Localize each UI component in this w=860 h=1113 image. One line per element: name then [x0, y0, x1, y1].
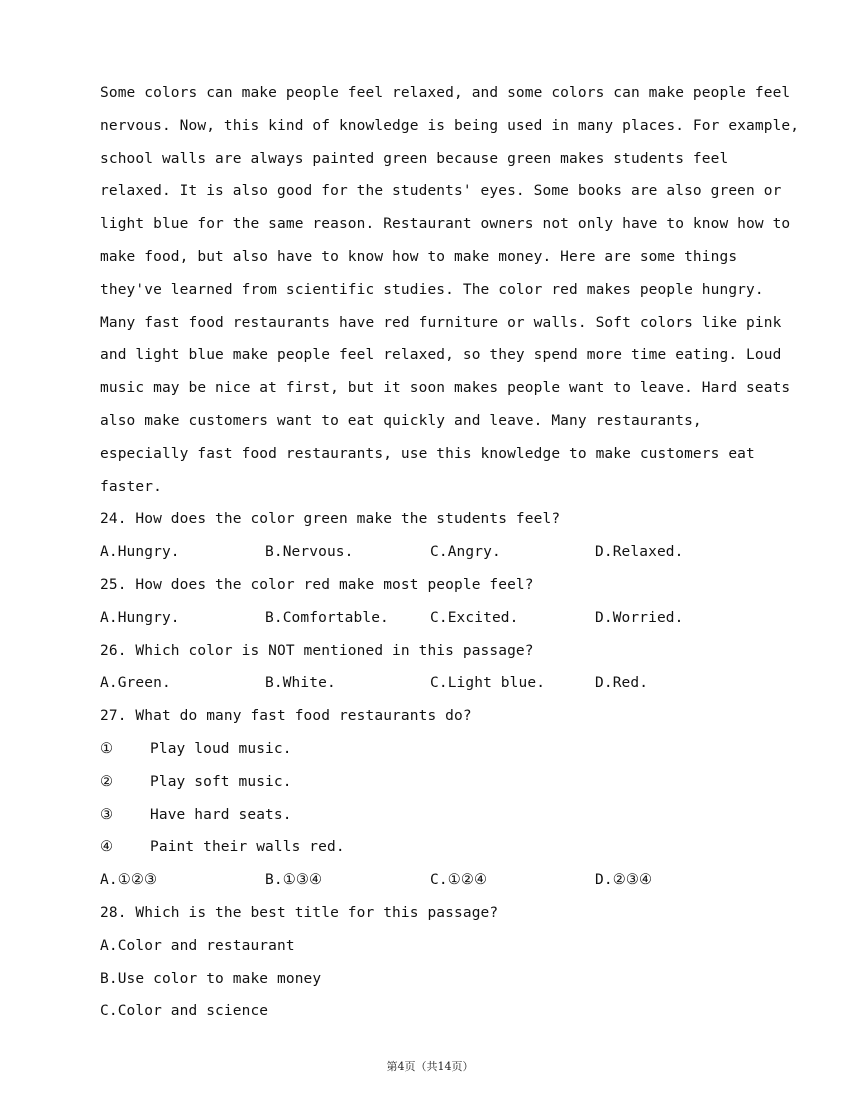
statement-item — [100, 766, 780, 799]
passage-line: relaxed. It is also good for the students' eyes. Some books are also green or — [100, 183, 782, 200]
statement-text: Paint their walls red. — [150, 839, 345, 856]
option-d: D.②③④ — [595, 872, 653, 889]
option-a: A.①②③ — [100, 872, 158, 889]
passage-line: and light blue make people feel relaxed, so they spend more time eating. Loud — [100, 347, 782, 364]
answer-options — [100, 602, 780, 635]
option-c: C.Excited. — [430, 609, 519, 626]
passage-line: they've learned from scientific studies. The color red makes people hungry. — [100, 281, 764, 298]
passage-line: music may be nice at first, but it soon makes people want to leave. Hard seats — [100, 380, 791, 397]
statement-number: ④ — [100, 839, 114, 856]
passage-line: make food, but also have to know how to make money. Here are some things — [100, 248, 738, 265]
statement-number: ③ — [100, 806, 114, 823]
statement-number: ② — [100, 773, 114, 790]
option-b: B.Nervous. — [265, 544, 354, 561]
answer-options — [100, 536, 780, 569]
question-stem: 27. What do many fast food restaurants do? — [100, 708, 472, 725]
statement-item — [100, 733, 780, 766]
statement-number: ① — [100, 740, 114, 757]
passage-line: Many fast food restaurants have red furniture or walls. Soft colors like pink — [100, 314, 782, 331]
passage-line: faster. — [100, 478, 162, 495]
statement-item — [100, 831, 780, 864]
question-25 — [100, 569, 780, 635]
option-d: D.Worried. — [595, 609, 684, 626]
statement-text: Play loud music. — [150, 740, 292, 757]
option-b: B.①③④ — [265, 872, 323, 889]
statement-item — [100, 799, 780, 832]
option-b: B.White. — [265, 675, 336, 692]
question-stem: 28. Which is the best title for this passage? — [100, 904, 499, 921]
question-stem: 25. How does the color red make most people feel? — [100, 576, 534, 593]
option-c: C.Color and science — [100, 1003, 269, 1020]
question-stem: 26. Which color is NOT mentioned in this passage? — [100, 642, 534, 659]
option-b: B.Use color to make money — [100, 970, 322, 987]
option-a: A.Hungry. — [100, 609, 180, 626]
exam-content — [100, 77, 800, 1028]
statement-text: Play soft music. — [150, 773, 292, 790]
passage-line: also make customers want to eat quickly and leave. Many restaurants, — [100, 412, 702, 429]
question-26 — [100, 635, 780, 701]
passage-line: Some colors can make people feel relaxed, and some colors can make people feel — [100, 85, 791, 101]
question-24 — [100, 503, 780, 569]
option-b: B.Comfortable. — [265, 609, 389, 626]
statement-text: Have hard seats. — [150, 806, 292, 823]
page-number-footer: 第4页（共14页） — [386, 1060, 474, 1073]
passage-line: nervous. Now, this kind of knowledge is being used in many places. For example, — [100, 117, 800, 134]
option-a: A.Color and restaurant — [100, 937, 295, 954]
passage-line: school walls are always painted green because green makes students feel — [100, 150, 729, 167]
passage-line: especially fast food restaurants, use this knowledge to make customers eat — [100, 445, 755, 462]
option-d: D.Red. — [595, 675, 649, 692]
answer-options — [100, 864, 780, 897]
option-a: A.Green. — [100, 675, 171, 692]
option-c: C.Angry. — [430, 544, 501, 561]
option-d: D.Relaxed. — [595, 544, 684, 561]
question-27 — [100, 700, 780, 897]
option-a: A.Hungry. — [100, 544, 180, 561]
option-c: C.①②④ — [430, 872, 488, 889]
option-c: C.Light blue. — [430, 675, 546, 692]
passage-line: light blue for the same reason. Restaurant owners not only have to know how to — [100, 216, 791, 233]
reading-passage — [100, 77, 800, 503]
question-stem: 24. How does the color green make the students feel? — [100, 511, 561, 528]
answer-options — [100, 667, 780, 700]
question-28 — [100, 897, 780, 1028]
